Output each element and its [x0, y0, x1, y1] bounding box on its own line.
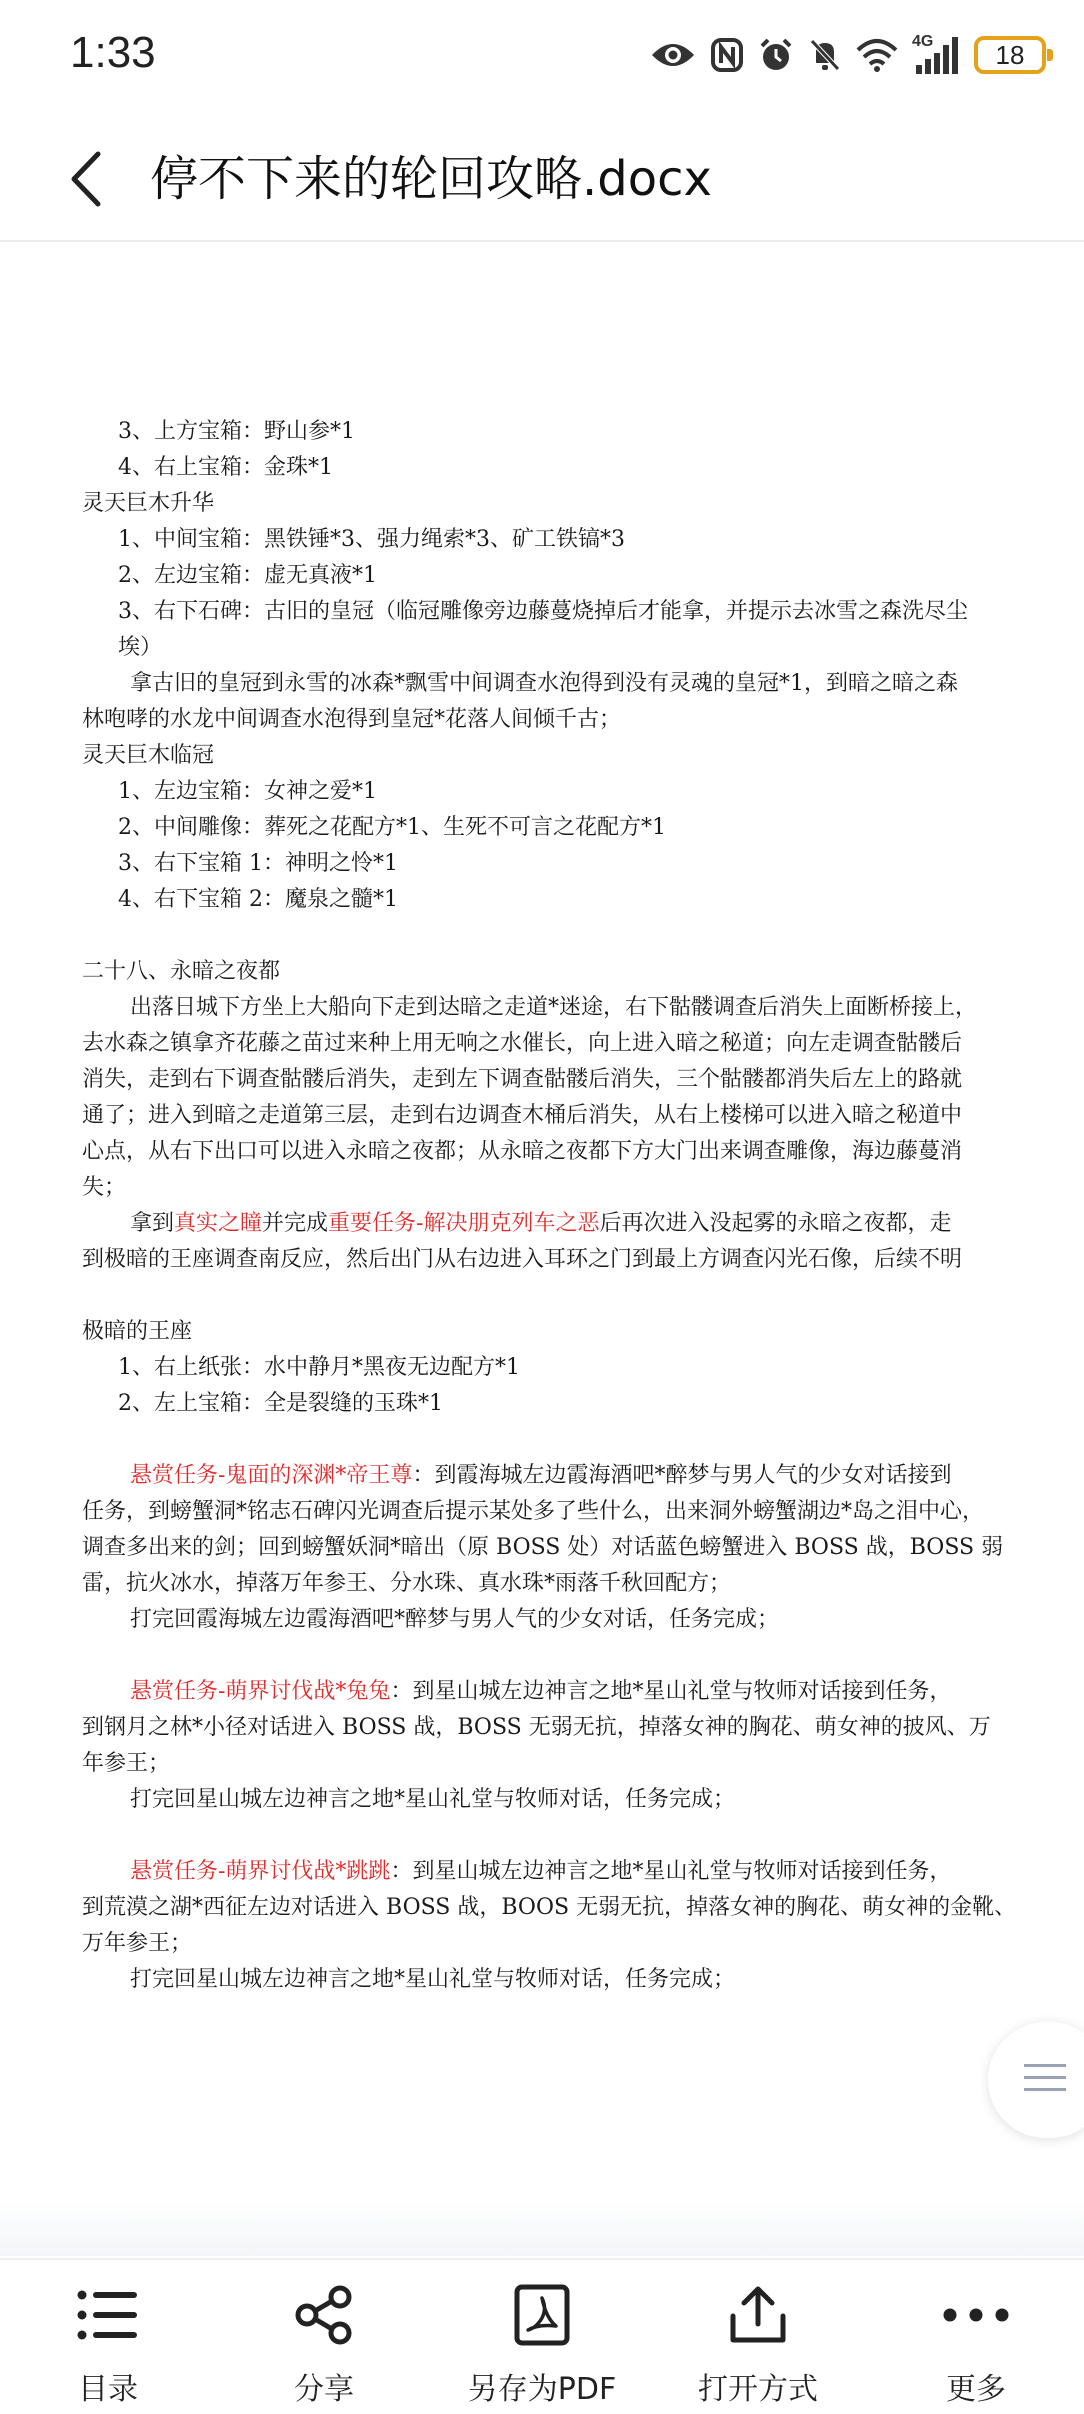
text-segment: ：到霞海城左边霞海酒吧*醉梦与男人气的少女对话接到 [412, 1463, 952, 1488]
document-line: 消失，走到右下调查骷髅后消失，走到左下调查骷髅后消失，三个骷髅都消失后左上的路就 [82, 1067, 963, 1092]
blank-line [82, 1818, 1052, 1854]
toolbar-open-with-button[interactable] [668, 2278, 848, 2408]
document-line: 拿古旧的皇冠到永雪的冰森*飘雪中间调查水泡得到没有灵魂的皇冠*1，到暗之暗之森 [130, 671, 958, 696]
document-line: 1、中间宝箱：黑铁锤*3、强力绳索*3、矿工铁镐*3 [118, 527, 625, 552]
document-line: 通了；进入到暗之走道第三层，走到右边调查木桶后消失，从右上楼梯可以进入暗之秘道中 [82, 1103, 963, 1128]
wifi-icon [856, 38, 898, 72]
document-line: 到荒漠之湖*西征左边对话进入 BOSS 战，BOOS 无弱无抗，掉落女神的胸花、萌女神的金靴、 [82, 1895, 1017, 1920]
highlighted-text: 悬赏任务-萌界讨伐战*跳跳 [130, 1859, 391, 1884]
document-line: 2、左边宝箱：虚无真液*1 [118, 563, 377, 588]
battery-level: 18 [995, 39, 1025, 70]
blank-line [82, 1422, 1052, 1458]
document-line: 4、右下宝箱 2：魔泉之髓*1 [118, 887, 398, 912]
document-line: 灵天巨木临冠 [82, 743, 215, 768]
back-button[interactable] [58, 144, 122, 214]
document-line: 年参王； [82, 1751, 171, 1776]
network-type: 4G [912, 33, 934, 50]
bottom-toolbar [0, 2258, 1084, 2414]
document-line: 1、左边宝箱：女神之爱*1 [118, 779, 377, 804]
document-line: 3、右下宝箱 1：神明之怜*1 [118, 851, 398, 876]
blank-line [82, 918, 1052, 954]
alarm-icon [758, 37, 794, 73]
document-line: 灵天巨木升华 [82, 491, 215, 516]
document-line: 雷，抗火冰水，掉落万年参王、分水珠、真水珠*雨落千秋回配方； [82, 1571, 732, 1596]
document-line: 极暗的王座 [82, 1319, 193, 1344]
document-line: 二十八、永暗之夜都 [82, 959, 281, 984]
document-line: 心点，从右下出口可以进入永暗之夜都；从永暗之夜都下方大门出来调查雕像，海边藤蔓消 [82, 1139, 963, 1164]
mute-icon [808, 37, 842, 73]
highlighted-text: 重要任务-解决朋克列车之恶 [328, 1211, 600, 1236]
document-line: 到钢月之林*小径对话进入 BOSS 战，BOSS 无弱无抗，掉落女神的胸花、萌女神的披风、万 [82, 1715, 991, 1740]
document-line: 埃） [118, 635, 163, 660]
highlighted-text: 悬赏任务-鬼面的深渊*帝王尊 [130, 1463, 413, 1488]
document-line: 万年参王； [82, 1931, 193, 1956]
toolbar-label: 更多 [946, 2372, 1006, 2407]
status-bar [0, 0, 1084, 110]
page-separator [0, 2202, 1084, 2256]
more-icon [943, 2308, 1009, 2322]
text-segment: ：到星山城左边神言之地*星山礼堂与牧师对话接到任务， [390, 1859, 952, 1884]
highlighted-text: 悬赏任务-萌界讨伐战*兔兔 [130, 1679, 391, 1704]
document-body [82, 414, 1052, 1998]
text-segment: 并完成 [262, 1211, 329, 1236]
toolbar-label: 打开方式 [698, 2372, 818, 2407]
eye-icon [650, 39, 696, 71]
document-line: 出落日城下方坐上大船向下走到达暗之走道*迷途，右下骷髅调查后消失上面断桥接上， [130, 995, 978, 1020]
document-line: 到极暗的王座调查南反应，然后出门从右边进入耳环之门到最上方调查闪光石像，后续不明 [82, 1247, 963, 1272]
text-segment: 后再次进入没起雾的永暗之夜都，走 [599, 1211, 952, 1236]
document-line: 打完回霞海城左边霞海酒吧*醉梦与男人气的少女对话，任务完成； [130, 1607, 780, 1632]
text-segment: ：到星山城左边神言之地*星山礼堂与牧师对话接到任务， [390, 1679, 952, 1704]
document-line: 林咆哮的水龙中间调查水泡得到皇冠*花落人间倾千古； [82, 707, 622, 732]
blank-line [82, 1638, 1052, 1674]
document-line: 任务，到螃蟹洞*铭志石碑闪光调查后提示某处多了些什么，出来洞外螃蟹湖边*岛之泪中心， [82, 1499, 985, 1524]
document-line [82, 1458, 1052, 1494]
document-line: 调查多出来的剑；回到螃蟹妖洞*暗出（原 BOSS 处）对话蓝色螃蟹进入 BOSS 战，BOSS 弱 [82, 1535, 1004, 1560]
document-line: 3、右下石碑：古旧的皇冠（临冠雕像旁边藤蔓烧掉后才能拿，并提示去冰雪之森洗尽尘 [118, 599, 968, 624]
toolbar-contents-button[interactable] [18, 2278, 198, 2408]
list-icon [77, 2287, 139, 2343]
toolbar-save-pdf-button[interactable] [452, 2278, 632, 2408]
outline-menu-icon [1024, 2058, 1066, 2098]
text-segment: 拿到 [130, 1211, 175, 1236]
document-line: 失； [82, 1175, 127, 1200]
document-line: 2、左上宝箱：全是裂缝的玉珠*1 [118, 1391, 443, 1416]
toolbar-label: 目录 [78, 2372, 138, 2407]
document-line: 2、中间雕像：葬死之花配方*1、生死不可言之花配方*1 [118, 815, 666, 840]
document-line: 打完回星山城左边神言之地*星山礼堂与牧师对话，任务完成； [130, 1787, 736, 1812]
document-line [82, 1206, 1052, 1242]
status-icons [650, 30, 1046, 80]
upload-icon [728, 2284, 788, 2346]
chevron-left-icon [58, 144, 122, 214]
document-viewer[interactable] [0, 242, 1084, 2202]
toolbar-label: 另存为PDF [467, 2372, 617, 2407]
signal-icon [912, 35, 960, 75]
title-bar [0, 118, 1084, 242]
nfc-icon [710, 37, 744, 73]
toolbar-share-button[interactable] [234, 2278, 414, 2408]
toolbar-more-button[interactable] [886, 2278, 1066, 2408]
share-icon [294, 2285, 354, 2345]
highlighted-text: 真实之瞳 [174, 1211, 263, 1236]
document-line [82, 1674, 1052, 1710]
blank-line [82, 1278, 1052, 1314]
document-line: 3、上方宝箱：野山参*1 [118, 419, 355, 444]
document-line: 1、右上纸张：水中静月*黑夜无边配方*1 [118, 1355, 520, 1380]
document-line [82, 1854, 1052, 1890]
document-line: 打完回星山城左边神言之地*星山礼堂与牧师对话，任务完成； [130, 1967, 736, 1992]
toolbar-label: 分享 [294, 2372, 354, 2407]
document-line: 去水森之镇拿齐花藤之苗过来种上用无响之水催长，向上进入暗之秘道；向左走调查骷髅后 [82, 1031, 963, 1056]
status-time: 1:33 [70, 28, 156, 77]
document-title: 停不下来的轮回攻略.docx [150, 151, 712, 207]
battery-icon [974, 36, 1046, 74]
pdf-icon [514, 2284, 570, 2346]
document-line: 4、右上宝箱：金珠*1 [118, 455, 333, 480]
